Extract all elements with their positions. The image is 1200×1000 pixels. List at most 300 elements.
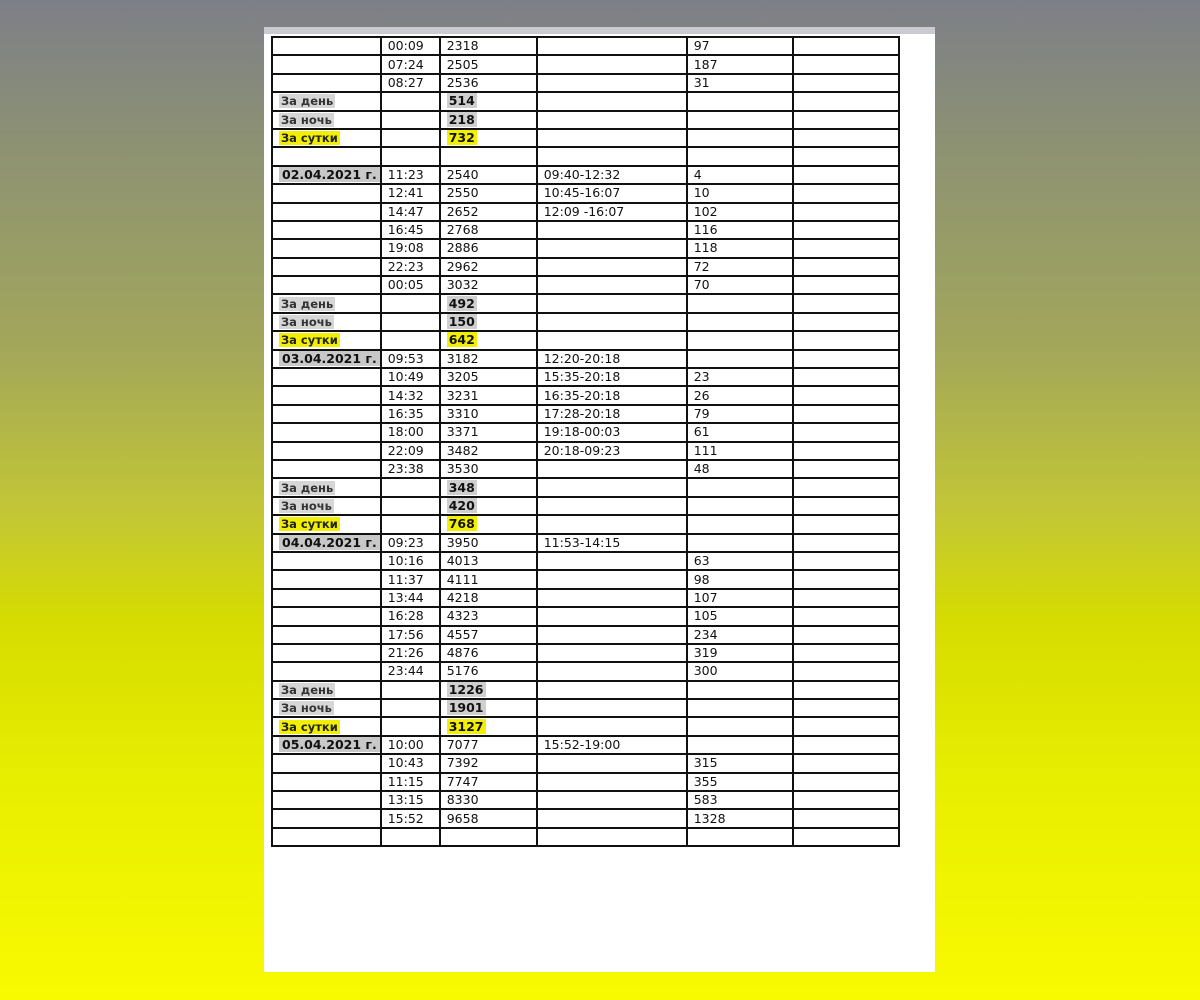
meter-value-cell <box>440 809 537 827</box>
empty-cell <box>687 111 793 129</box>
period-cell <box>537 662 687 680</box>
empty-cell <box>537 699 687 717</box>
empty-cell <box>381 828 440 846</box>
empty-cell <box>793 258 899 276</box>
empty-cell <box>381 147 440 165</box>
reading-row <box>272 37 899 55</box>
meter-value-cell-text: 4557 <box>446 626 479 642</box>
meter-value-cell-text: 4876 <box>446 645 479 661</box>
summary-value-cell <box>440 331 537 349</box>
summary-value-cell <box>440 478 537 496</box>
meter-value-cell <box>440 754 537 772</box>
meter-value-cell-text: 4013 <box>446 553 479 569</box>
summary-row <box>272 129 899 147</box>
time-cell <box>381 221 440 239</box>
period-cell-text: 15:35-20:18 <box>543 369 621 385</box>
empty-cell <box>687 717 793 735</box>
period-cell <box>537 405 687 423</box>
reading-row <box>272 773 899 791</box>
date-cell <box>272 773 381 791</box>
summary-value-cell <box>440 681 537 699</box>
empty-cell <box>381 681 440 699</box>
reading-row <box>272 754 899 772</box>
empty-cell <box>537 478 687 496</box>
time-cell-text: 09:23 <box>387 534 424 550</box>
date-cell <box>272 55 381 73</box>
time-cell <box>381 442 440 460</box>
time-cell <box>381 405 440 423</box>
time-cell <box>381 791 440 809</box>
period-cell <box>537 589 687 607</box>
meter-value-cell-text: 7392 <box>446 755 479 771</box>
period-cell-text: 12:20-20:18 <box>543 350 621 366</box>
time-cell-text: 13:44 <box>387 589 424 605</box>
period-cell <box>537 736 687 754</box>
per-night-label-text: За ночь <box>281 112 332 127</box>
period-cell-text: 12:09 -16:07 <box>543 203 625 219</box>
difference-cell <box>687 239 793 257</box>
summary-row <box>272 294 899 312</box>
meter-value-cell <box>440 570 537 588</box>
time-cell-text: 22:23 <box>387 258 424 274</box>
empty-cell <box>793 736 899 754</box>
date-cell <box>272 203 381 221</box>
empty-cell <box>381 92 440 110</box>
difference-cell-text: 63 <box>693 553 710 569</box>
difference-cell <box>687 405 793 423</box>
period-cell <box>537 350 687 368</box>
difference-cell <box>687 534 793 552</box>
per-night-label <box>272 699 381 717</box>
time-cell <box>381 74 440 92</box>
difference-cell-text: 583 <box>693 792 718 808</box>
meter-value-cell-text: 3205 <box>446 369 479 385</box>
meter-value-cell-text: 7747 <box>446 773 479 789</box>
meter-value-cell <box>440 37 537 55</box>
date-cell <box>272 809 381 827</box>
table-body <box>272 37 899 846</box>
summary-row <box>272 717 899 735</box>
empty-cell <box>687 294 793 312</box>
period-cell <box>537 386 687 404</box>
period-cell <box>537 460 687 478</box>
period-cell <box>537 221 687 239</box>
difference-cell-text: 187 <box>693 56 718 72</box>
summary-row <box>272 478 899 496</box>
summary-value-cell <box>440 129 537 147</box>
difference-cell <box>687 74 793 92</box>
summary-value-cell-text: 420 <box>448 497 475 513</box>
reading-row <box>272 74 899 92</box>
period-cell-text: 16:35-20:18 <box>543 387 621 403</box>
difference-cell-text: 315 <box>693 755 718 771</box>
date-cell-text: 04.04.2021 г. <box>279 535 380 550</box>
meter-value-cell <box>440 736 537 754</box>
difference-cell-text: 98 <box>693 571 710 587</box>
empty-cell <box>793 699 899 717</box>
empty-cell <box>793 92 899 110</box>
empty-cell <box>793 276 899 294</box>
summary-value-cell <box>440 111 537 129</box>
difference-cell <box>687 626 793 644</box>
empty-cell <box>793 405 899 423</box>
per-24h-label-text: За сутки <box>281 719 338 734</box>
time-cell-text: 18:00 <box>387 424 424 440</box>
time-cell-text: 10:16 <box>387 553 424 569</box>
time-cell <box>381 368 440 386</box>
per-24h-label <box>272 129 381 147</box>
difference-cell-text: 107 <box>693 589 718 605</box>
date-cell <box>272 534 381 552</box>
empty-cell <box>793 754 899 772</box>
difference-cell <box>687 386 793 404</box>
time-cell-text: 14:32 <box>387 387 424 403</box>
period-cell-text: 11:53-14:15 <box>543 534 621 550</box>
date-cell <box>272 552 381 570</box>
meter-value-cell-text: 4323 <box>446 608 479 624</box>
blank-row <box>272 828 899 846</box>
empty-cell <box>793 203 899 221</box>
difference-cell <box>687 791 793 809</box>
empty-cell <box>440 828 537 846</box>
meter-value-cell <box>440 368 537 386</box>
empty-cell <box>793 331 899 349</box>
time-cell <box>381 552 440 570</box>
empty-cell <box>793 423 899 441</box>
per-24h-label <box>272 717 381 735</box>
difference-cell <box>687 423 793 441</box>
time-cell <box>381 203 440 221</box>
date-cell <box>272 607 381 625</box>
meter-value-cell-text: 3371 <box>446 424 479 440</box>
difference-cell-text: 1328 <box>693 810 726 826</box>
meter-value-cell <box>440 442 537 460</box>
empty-cell <box>381 111 440 129</box>
summary-row <box>272 111 899 129</box>
empty-cell <box>272 147 381 165</box>
difference-cell-text: 234 <box>693 626 718 642</box>
time-cell-text: 10:43 <box>387 755 424 771</box>
summary-value-cell-text: 1901 <box>448 700 484 716</box>
empty-cell <box>793 791 899 809</box>
date-cell <box>272 460 381 478</box>
difference-cell <box>687 184 793 202</box>
difference-cell <box>687 276 793 294</box>
reading-row <box>272 184 899 202</box>
empty-cell <box>537 111 687 129</box>
difference-cell-text: 97 <box>693 38 710 54</box>
empty-cell <box>793 313 899 331</box>
empty-cell <box>687 699 793 717</box>
time-cell <box>381 607 440 625</box>
empty-cell <box>537 717 687 735</box>
period-cell <box>537 607 687 625</box>
date-cell <box>272 423 381 441</box>
reading-row <box>272 166 899 184</box>
meter-value-cell-text: 3310 <box>446 406 479 421</box>
difference-cell-text: 26 <box>693 387 710 403</box>
reading-row <box>272 258 899 276</box>
reading-row <box>272 203 899 221</box>
per-day-label-text: За день <box>281 94 334 109</box>
period-cell <box>537 423 687 441</box>
meter-value-cell-text: 5176 <box>446 663 479 679</box>
empty-cell <box>687 92 793 110</box>
empty-cell <box>687 147 793 165</box>
period-cell-text: 09:40-12:32 <box>543 166 621 182</box>
date-cell <box>272 442 381 460</box>
time-cell <box>381 239 440 257</box>
summary-value-cell-text: 1226 <box>448 681 484 697</box>
meter-value-cell-text: 2550 <box>446 185 479 201</box>
reading-row <box>272 626 899 644</box>
meter-value-cell <box>440 221 537 239</box>
date-cell <box>272 405 381 423</box>
empty-cell <box>793 368 899 386</box>
difference-cell <box>687 570 793 588</box>
period-cell <box>537 203 687 221</box>
reading-row <box>272 662 899 680</box>
summary-value-cell-text: 3127 <box>448 718 484 734</box>
summary-value-cell-text: 492 <box>448 295 475 311</box>
time-cell <box>381 55 440 73</box>
empty-cell <box>537 497 687 515</box>
time-cell <box>381 37 440 55</box>
meter-value-cell <box>440 662 537 680</box>
meter-value-cell-text: 4218 <box>446 589 479 605</box>
reading-row <box>272 736 899 754</box>
time-cell <box>381 809 440 827</box>
empty-cell <box>793 221 899 239</box>
date-cell <box>272 276 381 294</box>
date-cell <box>272 386 381 404</box>
empty-cell <box>793 294 899 312</box>
date-cell-text: 05.04.2021 г. <box>279 737 380 752</box>
meter-value-cell <box>440 589 537 607</box>
summary-value-cell-text: 732 <box>448 130 475 146</box>
page-top-edge <box>264 27 935 34</box>
empty-cell <box>793 552 899 570</box>
empty-cell <box>793 607 899 625</box>
meter-value-cell-text: 2768 <box>446 222 479 238</box>
time-cell <box>381 570 440 588</box>
meter-value-cell <box>440 791 537 809</box>
blank-row <box>272 147 899 165</box>
difference-cell-text: 61 <box>693 424 710 440</box>
difference-cell <box>687 773 793 791</box>
per-night-label-text: За ночь <box>281 701 332 716</box>
summary-value-cell <box>440 515 537 533</box>
empty-cell <box>793 773 899 791</box>
per-day-label <box>272 681 381 699</box>
difference-cell <box>687 442 793 460</box>
empty-cell <box>381 699 440 717</box>
empty-cell <box>793 147 899 165</box>
difference-cell-text: 319 <box>693 645 718 661</box>
summary-value-cell-text: 514 <box>448 93 475 109</box>
empty-cell <box>793 681 899 699</box>
per-night-label-text: За ночь <box>281 315 332 330</box>
meter-value-cell <box>440 166 537 184</box>
difference-cell-text: 48 <box>693 461 710 477</box>
date-cell-text: 02.04.2021 г. <box>279 167 380 182</box>
reading-row <box>272 276 899 294</box>
date-cell <box>272 736 381 754</box>
date-cell <box>272 754 381 772</box>
per-24h-label-text: За сутки <box>281 517 338 532</box>
empty-cell <box>687 331 793 349</box>
meter-value-cell-text: 2536 <box>446 74 479 90</box>
empty-cell <box>793 166 899 184</box>
reading-row <box>272 55 899 73</box>
time-cell-text: 23:38 <box>387 461 424 477</box>
empty-cell <box>793 589 899 607</box>
date-cell <box>272 589 381 607</box>
meter-value-cell <box>440 626 537 644</box>
meter-value-cell-text: 2318 <box>446 38 479 54</box>
empty-cell <box>793 478 899 496</box>
empty-cell <box>793 74 899 92</box>
empty-cell <box>537 313 687 331</box>
time-cell <box>381 644 440 662</box>
difference-cell <box>687 754 793 772</box>
period-cell <box>537 644 687 662</box>
empty-cell <box>793 350 899 368</box>
period-cell <box>537 55 687 73</box>
meter-value-cell-text: 2886 <box>446 240 479 256</box>
period-cell <box>537 74 687 92</box>
empty-cell <box>381 331 440 349</box>
summary-row <box>272 331 899 349</box>
difference-cell-text: 300 <box>693 663 718 679</box>
difference-cell-text: 111 <box>693 442 718 458</box>
time-cell-text: 15:52 <box>387 810 424 826</box>
period-cell <box>537 626 687 644</box>
reading-row <box>272 534 899 552</box>
time-cell-text: 10:49 <box>387 369 424 385</box>
time-cell <box>381 184 440 202</box>
date-cell <box>272 791 381 809</box>
time-cell-text: 23:44 <box>387 663 424 679</box>
difference-cell <box>687 589 793 607</box>
meter-value-cell-text: 9658 <box>446 810 479 826</box>
period-cell-text: 20:18-09:23 <box>543 442 621 458</box>
time-cell <box>381 386 440 404</box>
empty-cell <box>381 478 440 496</box>
date-cell <box>272 74 381 92</box>
difference-cell <box>687 350 793 368</box>
summary-value-cell <box>440 699 537 717</box>
reading-row <box>272 552 899 570</box>
per-day-label <box>272 92 381 110</box>
time-cell-text: 09:53 <box>387 350 424 366</box>
summary-value-cell <box>440 497 537 515</box>
time-cell <box>381 276 440 294</box>
time-cell-text: 16:35 <box>387 406 424 421</box>
time-cell <box>381 736 440 754</box>
time-cell-text: 19:08 <box>387 240 424 256</box>
difference-cell-text: 31 <box>693 74 710 90</box>
empty-cell <box>687 497 793 515</box>
summary-value-cell <box>440 92 537 110</box>
meter-value-cell <box>440 460 537 478</box>
empty-cell <box>537 331 687 349</box>
empty-cell <box>793 662 899 680</box>
summary-row <box>272 681 899 699</box>
date-cell <box>272 166 381 184</box>
meter-value-cell-text: 2652 <box>446 203 479 219</box>
reading-row <box>272 589 899 607</box>
reading-row <box>272 239 899 257</box>
empty-cell <box>687 515 793 533</box>
empty-cell <box>793 129 899 147</box>
empty-cell <box>687 828 793 846</box>
meter-value-cell-text: 7077 <box>446 737 479 753</box>
summary-row <box>272 497 899 515</box>
empty-cell <box>793 239 899 257</box>
date-cell <box>272 644 381 662</box>
meter-value-cell <box>440 203 537 221</box>
reading-row <box>272 644 899 662</box>
empty-cell <box>793 534 899 552</box>
reading-row <box>272 570 899 588</box>
per-day-label-text: За день <box>281 682 334 697</box>
meter-value-cell-text: 3950 <box>446 534 479 550</box>
empty-cell <box>381 129 440 147</box>
meter-value-cell-text: 2540 <box>446 166 479 182</box>
time-cell-text: 11:15 <box>387 773 424 789</box>
date-cell <box>272 570 381 588</box>
date-cell <box>272 258 381 276</box>
meter-value-cell-text: 3032 <box>446 277 479 293</box>
period-cell <box>537 754 687 772</box>
period-cell <box>537 552 687 570</box>
empty-cell <box>793 644 899 662</box>
meter-value-cell <box>440 74 537 92</box>
meter-value-cell <box>440 405 537 423</box>
period-cell <box>537 773 687 791</box>
period-cell <box>537 258 687 276</box>
summary-value-cell-text: 218 <box>448 111 475 127</box>
empty-cell <box>537 92 687 110</box>
difference-cell-text: 23 <box>693 369 710 385</box>
period-cell <box>537 442 687 460</box>
per-night-label <box>272 497 381 515</box>
meter-value-cell-text: 3530 <box>446 461 479 477</box>
date-cell <box>272 221 381 239</box>
meter-value-cell <box>440 423 537 441</box>
date-cell-text: 03.04.2021 г. <box>279 351 380 366</box>
period-cell-text: 17:28-20:18 <box>543 406 621 421</box>
summary-value-cell-text: 348 <box>448 479 475 495</box>
empty-cell <box>381 515 440 533</box>
difference-cell <box>687 166 793 184</box>
per-day-label-text: За день <box>281 480 334 495</box>
per-night-label <box>272 111 381 129</box>
time-cell <box>381 626 440 644</box>
difference-cell-text: 102 <box>693 203 718 219</box>
difference-cell <box>687 662 793 680</box>
meter-value-cell <box>440 55 537 73</box>
period-cell <box>537 239 687 257</box>
difference-cell-text: 118 <box>693 240 718 256</box>
empty-cell <box>793 626 899 644</box>
reading-row <box>272 791 899 809</box>
per-night-label-text: За ночь <box>281 498 332 513</box>
difference-cell-text: 116 <box>693 222 718 238</box>
empty-cell <box>793 717 899 735</box>
reading-row <box>272 350 899 368</box>
